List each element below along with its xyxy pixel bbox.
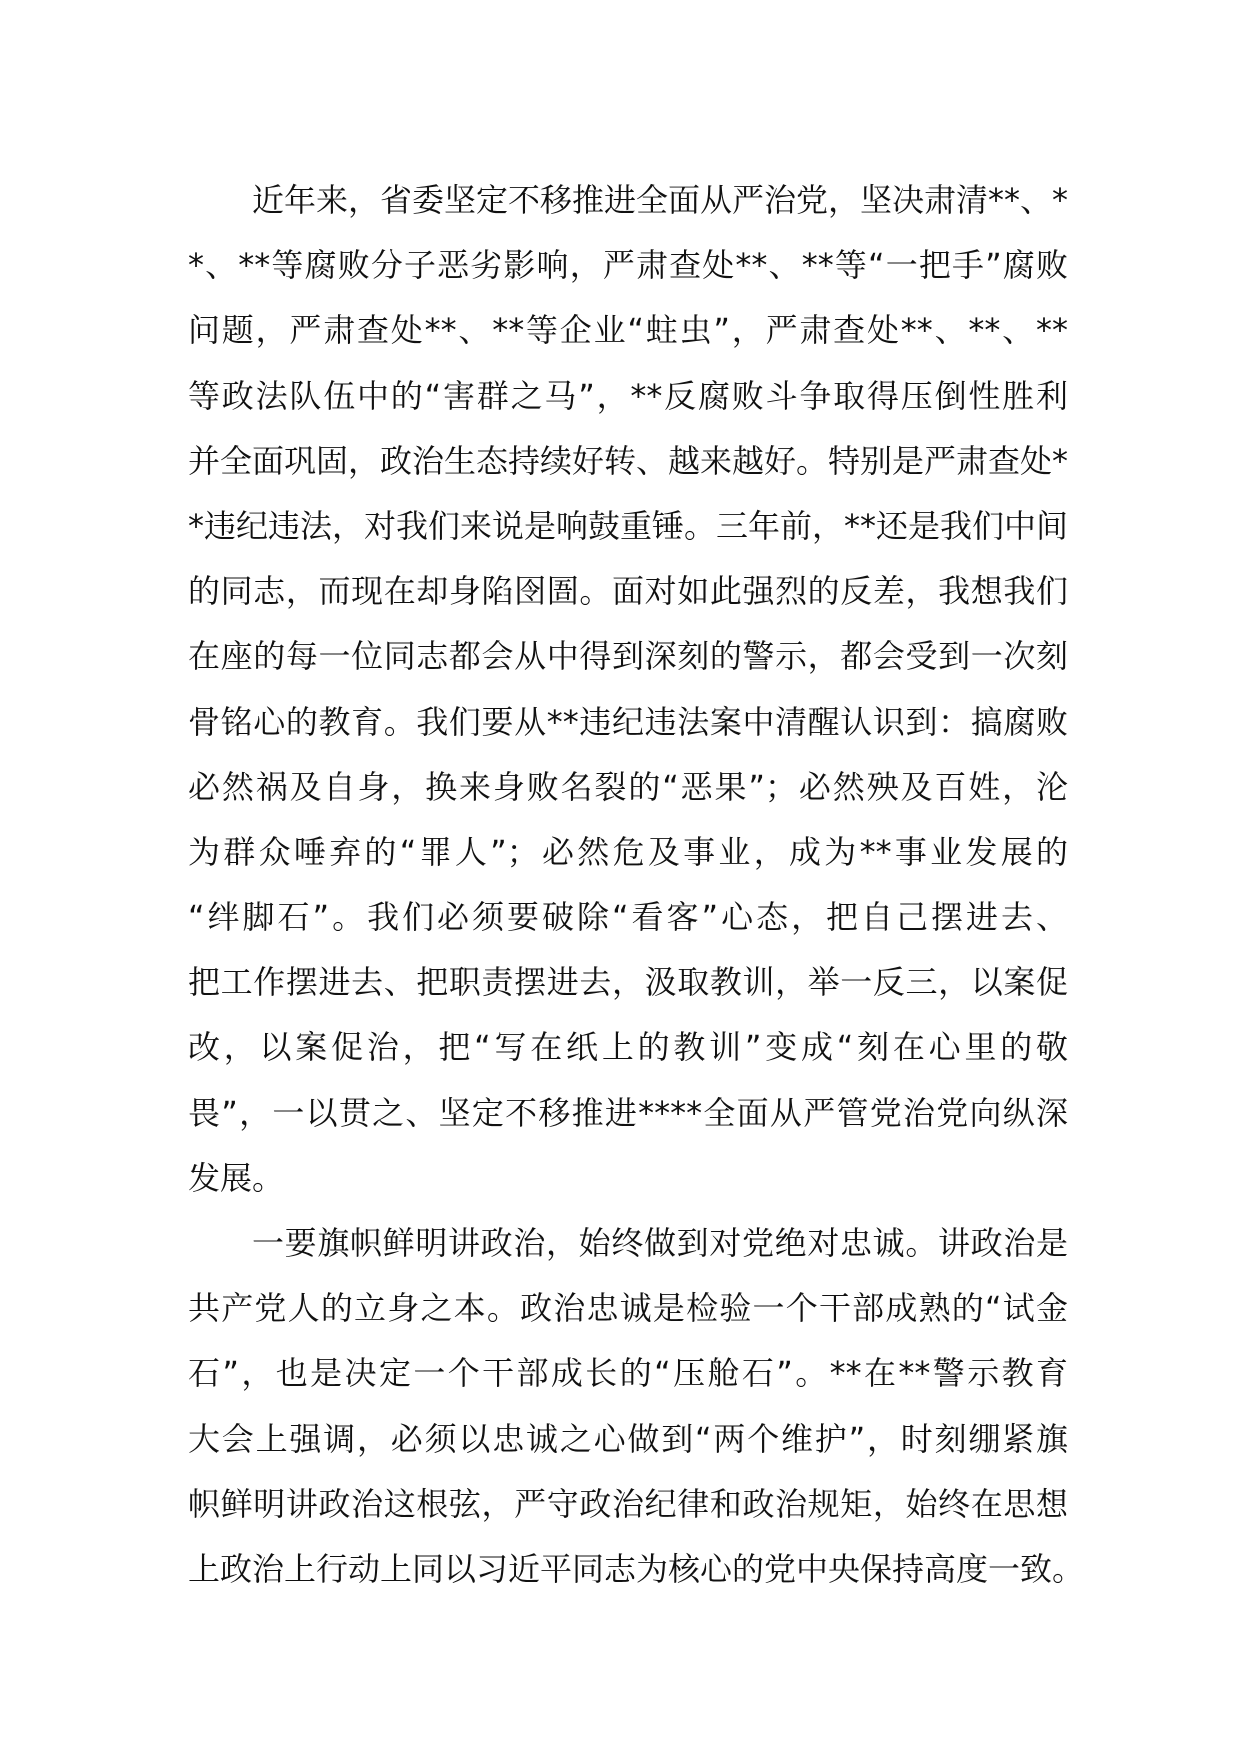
paragraph-2 xyxy=(188,1211,1085,1602)
text-line: 近年来，省委坚定不移推进全面从严治党，坚决肃清**、* xyxy=(252,181,1069,219)
text-line: 等政法队伍中的“害群之马”，**反腐败斗争取得压倒性胜利 xyxy=(188,376,1068,415)
text-line: 问题，严肃查处**、**等企业“蛀虫”，严肃查处**、**、** xyxy=(188,311,1068,350)
text-line: 把工作摆进去、把职责摆进去，汲取教训，举一反三，以案促 xyxy=(188,963,1068,1002)
text-line: 帜鲜明讲政治这根弦，严守政治纪律和政治规矩，始终在思想 xyxy=(188,1484,1068,1523)
text-line: 为群众唾弃的“罪人”；必然危及事业，成为**事业发展的 xyxy=(188,832,1068,871)
text-line: 发展。 xyxy=(188,1158,285,1197)
text-line: 改，以案促治，把“写在纸上的教训”变成“刻在心里的敬 xyxy=(188,1028,1068,1067)
text-line: 大会上强调，必须以忠诚之心做到“两个维护”，时刻绷紧旗 xyxy=(188,1419,1068,1458)
text-line: 的同志，而现在却身陷囹圄。面对如此强烈的反差，我想我们 xyxy=(188,572,1068,611)
text-line: “绊脚石”。我们必须要破除“看客”心态，把自己摆进去、 xyxy=(188,898,1068,937)
text-line: 一要旗帜鲜明讲政治，始终做到对党绝对忠诚。讲政治是 xyxy=(252,1224,1068,1262)
text-line: 畏”，一以贯之、坚定不移推进****全面从严管党治党向纵深 xyxy=(188,1093,1068,1132)
text-line: *、**等腐败分子恶劣影响，严肃查处**、**等“一把手”腐败 xyxy=(188,246,1068,285)
text-line: 必然祸及自身，换来身败名裂的“恶果”；必然殃及百姓，沦 xyxy=(188,767,1068,806)
text-line: 上政治上行动上同以习近平同志为核心的党中央保持高度一致。 xyxy=(188,1549,1085,1588)
paragraph-1 xyxy=(188,168,1068,1211)
document-body xyxy=(188,168,1085,1602)
text-line: *违纪违法，对我们来说是响鼓重锤。三年前，**还是我们中间 xyxy=(188,506,1069,545)
text-line: 骨铭心的教育。我们要从**违纪违法案中清醒认识到：搞腐败 xyxy=(188,702,1068,741)
text-line: 石”，也是决定一个干部成长的“压舱石”。**在**警示教育 xyxy=(188,1354,1068,1393)
text-line: 并全面巩固，政治生态持续好转、越来越好。特别是严肃查处* xyxy=(188,441,1069,480)
text-line: 在座的每一位同志都会从中得到深刻的警示，都会受到一次刻 xyxy=(188,637,1068,676)
text-line: 共产党人的立身之本。政治忠诚是检验一个干部成熟的“试金 xyxy=(188,1289,1068,1328)
